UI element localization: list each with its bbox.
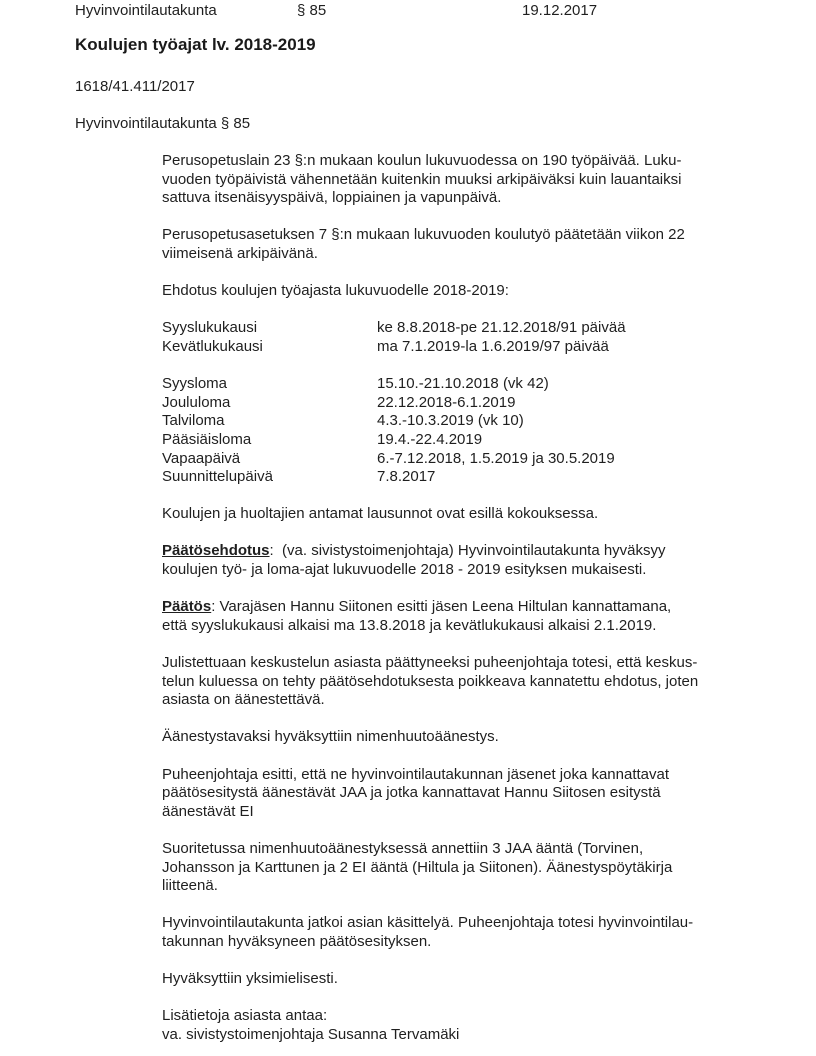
text-line: Hyväksyttiin yksimielisesti. xyxy=(162,970,338,988)
paragraph-law-basis xyxy=(162,152,807,208)
text-line: viimeisenä arkipäivänä. xyxy=(162,244,318,262)
decision-proposal-text: : (va. sivistystoimenjohtaja) Hyvinvointilautakunta hyväksyy xyxy=(269,542,666,560)
paragraph-vote-result xyxy=(162,840,807,896)
case-number: 1618/41.411/2017 xyxy=(75,78,195,95)
text-line xyxy=(162,598,807,617)
schedule-value: 22.12.2018-6.1.2019 xyxy=(377,393,516,411)
paragraph-voting-method xyxy=(162,728,807,747)
schedule-label: Syysloma xyxy=(162,375,228,393)
text-line: asiasta on äänestettävä. xyxy=(162,691,325,709)
text-line: päätösesitystä äänestävät JAA ja jotka kannattavat Hannu Siitosen esitystä xyxy=(162,784,661,802)
schedule-row xyxy=(162,319,807,338)
paragraph-continuation xyxy=(162,914,807,951)
schedule-value: 7.8.2017 xyxy=(377,468,436,486)
section-number: § 85 xyxy=(297,2,327,19)
paragraph-approved xyxy=(162,970,807,989)
text-line: liitteenä. xyxy=(162,877,218,895)
schedule-row xyxy=(162,431,807,450)
text-line: Johansson ja Karttunen ja 2 EI ääntä (Hiltula ja Siitonen). Äänestyspöytäkirja xyxy=(162,858,673,876)
decision-text: : Varajäsen Hannu Siitonen esitti jäsen Leena Hiltulan kannattamana, xyxy=(211,598,672,616)
paragraph-decree-week22 xyxy=(162,226,807,263)
text-line: takunnan hyväksyneen päätösesityksen. xyxy=(162,932,432,950)
schedule-spacer xyxy=(162,357,807,376)
text-line: Äänestystavaksi hyväksyttiin nimenhuutoäänestys. xyxy=(162,728,499,746)
paragraph-proposal-intro xyxy=(162,282,807,301)
schedule-row xyxy=(162,468,807,487)
schedule-label: Joululoma xyxy=(162,393,231,411)
schedule-value: ke 8.8.2018-pe 21.12.2018/91 päivää xyxy=(377,319,626,337)
schedule-row xyxy=(162,394,807,413)
schedule-label: Suunnittelupäivä xyxy=(162,468,273,486)
schedule-value: 15.10.-21.10.2018 (vk 42) xyxy=(377,375,549,393)
text-line: Hyvinvointilautakunta jatkoi asian käsittelyä. Puheenjohtaja totesi hyvinvointilau- xyxy=(162,914,694,932)
text-line: telun kuluessa on tehty päätösehdotuksesta poikkeava kannatettu ehdotus, joten xyxy=(162,672,699,690)
schedule-value: ma 7.1.2019-la 1.6.2019/97 päivää xyxy=(377,337,609,355)
text-line: Perusopetusasetuksen 7 §:n mukaan lukuvuoden koulutyö päätetään viikon 22 xyxy=(162,226,685,244)
committee-section-line: Hyvinvointilautakunta § 85 xyxy=(75,115,251,132)
meeting-date: 19.12.2017 xyxy=(522,2,598,19)
committee-name: Hyvinvointilautakunta xyxy=(75,2,217,19)
decision-proposal-paragraph xyxy=(162,542,807,579)
text-line: Koulujen ja huoltajien antamat lausunnot ovat esillä kokouksessa. xyxy=(162,505,599,523)
schedule-value: 6.-7.12.2018, 1.5.2019 ja 30.5.2019 xyxy=(377,449,615,467)
text-line: sattuva itsenäisyyspäivä, loppiainen ja vapunpäivä. xyxy=(162,189,502,207)
schedule-value: 4.3.-10.3.2019 (vk 10) xyxy=(377,412,524,430)
paragraph-debate-closed xyxy=(162,654,807,710)
schedule-label: Talviloma xyxy=(162,412,225,430)
schedule-label: Vapaapäivä xyxy=(162,449,241,467)
document-body xyxy=(162,152,807,1056)
paragraph-statements xyxy=(162,505,807,524)
text-line: va. sivistystoimenjohtaja Susanna Tervamäki xyxy=(162,1025,460,1043)
text-line: Puheenjohtaja esitti, että ne hyvinvointilautakunnan jäsenet joka kannattavat xyxy=(162,765,670,783)
paragraph-voting-instructions xyxy=(162,766,807,822)
text-line: Lisätietoja asiasta antaa: xyxy=(162,1007,328,1025)
schedule-row xyxy=(162,450,807,469)
text-line xyxy=(162,542,807,561)
schedule-row xyxy=(162,338,807,357)
text-line: koulujen työ- ja loma-ajat lukuvuodelle 2018 - 2019 esityksen mukaisesti. xyxy=(162,561,647,579)
decision-paragraph xyxy=(162,598,807,635)
schedule-row xyxy=(162,412,807,431)
text-line: vuoden työpäivistä vähennetään kuitenkin muuksi arkipäiväksi kuin lauantaiksi xyxy=(162,170,682,188)
document-title: Koulujen työajat lv. 2018-2019 xyxy=(75,35,316,54)
text-line: Suoritetussa nimenhuutoäänestyksessä annettiin 3 JAA ääntä (Torvinen, xyxy=(162,839,644,857)
text-line: Ehdotus koulujen työajasta lukuvuodelle 2018-2019: xyxy=(162,282,509,300)
paragraph-contact-info xyxy=(162,1007,807,1044)
decision-proposal-label: Päätösehdotus xyxy=(162,542,270,560)
schedule-label: Pääsiäisloma xyxy=(162,430,252,448)
schedule-label: Syyslukukausi xyxy=(162,319,258,337)
document-header xyxy=(0,2,816,20)
text-line: äänestävät EI xyxy=(162,802,254,820)
schedule-value: 19.4.-22.4.2019 xyxy=(377,430,483,448)
schedule-row xyxy=(162,375,807,394)
schedule-label: Kevätlukukausi xyxy=(162,337,263,355)
decision-label: Päätös xyxy=(162,598,212,616)
term-schedule-table xyxy=(162,319,807,486)
text-line: Perusopetuslain 23 §:n mukaan koulun lukuvuodessa on 190 työpäivää. Luku- xyxy=(162,152,682,169)
text-line: että syyslukukausi alkaisi ma 13.8.2018 ja kevätlukukausi alkaisi 2.1.2019. xyxy=(162,616,657,634)
text-line: Julistettuaan keskustelun asiasta päättyneeksi puheenjohtaja totesi, että keskus- xyxy=(162,654,698,672)
